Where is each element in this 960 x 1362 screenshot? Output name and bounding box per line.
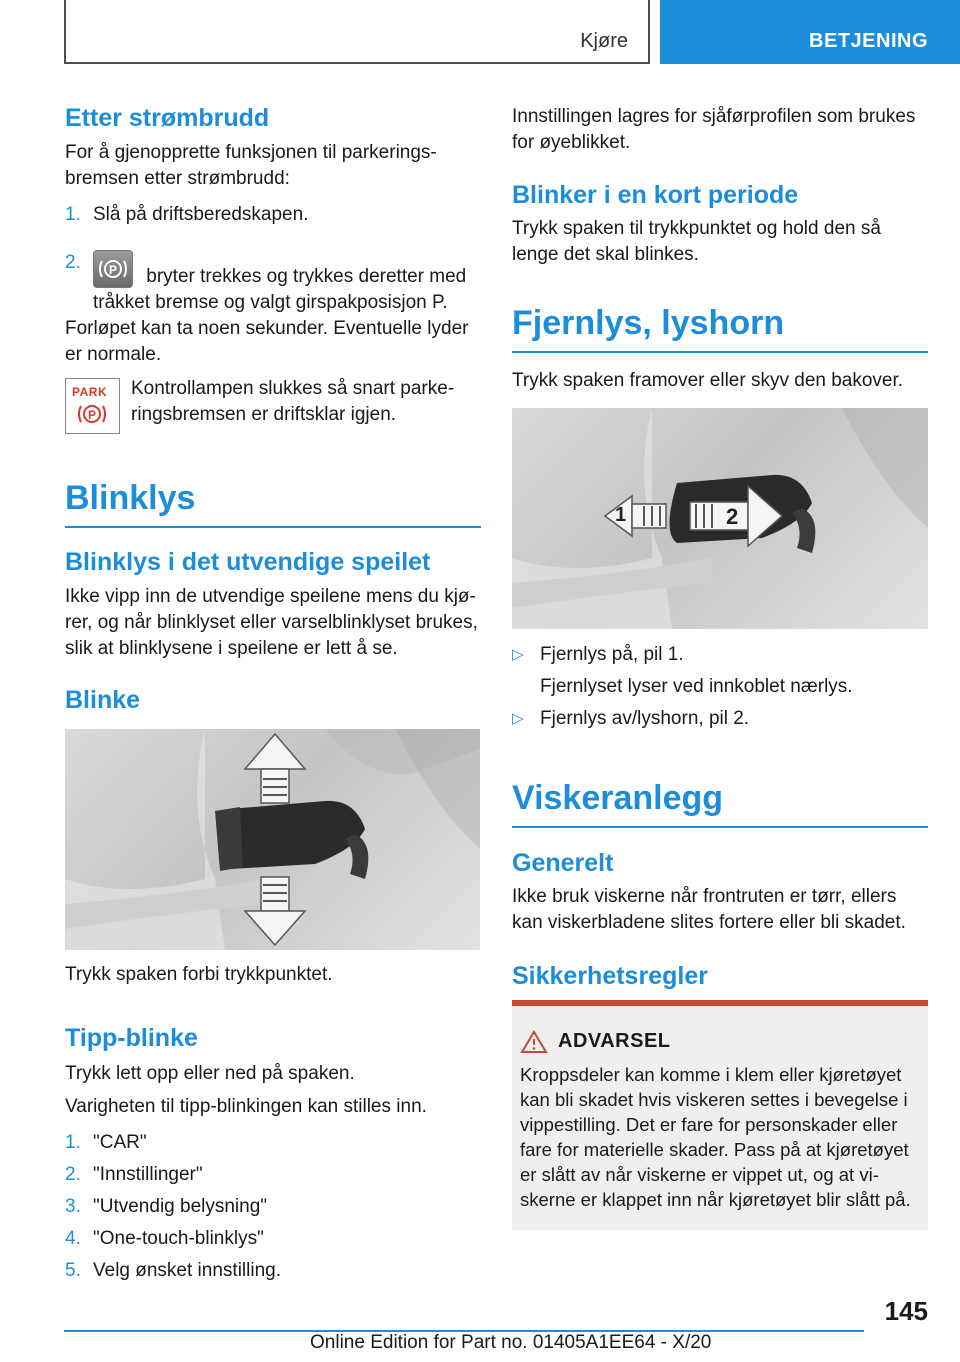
paragraph-after-power-failure: For å gjenopprette funksjonen til parkerings-bremsen etter strømbrudd: [65, 142, 437, 189]
svg-text:P: P [87, 408, 97, 422]
warning-box [512, 1000, 928, 1230]
list-item: 3. "Utvendig belysning" [65, 1196, 268, 1217]
paragraph-tipp-1: Trykk lett opp eller ned på spaken. [65, 1063, 355, 1084]
parking-brake-switch-icon [93, 250, 133, 288]
tipp-steps-list [65, 1130, 481, 1284]
heading-after-power-failure: Etter strømbrudd [65, 104, 270, 132]
heading-wiper: Viskeranlegg [512, 778, 928, 828]
list-item: 5. Velg ønsket innstilling. [65, 1260, 281, 1281]
park-indicator-icon: PARK P [65, 378, 120, 434]
power-steps-list [65, 202, 481, 316]
paragraph-setting-saved: Innstillingen lagres for sjåførprofilen som brukes for øyeblikket. [512, 106, 916, 153]
heading-general: Generelt [512, 849, 614, 877]
paragraph-high-beam: Trykk spaken framover eller skyv den bakover. [512, 370, 904, 391]
high-beam-bullets [512, 642, 928, 732]
list-item: 2. "Innstillinger" [65, 1164, 203, 1185]
header-frame [64, 0, 650, 64]
paragraph-general: Ikke bruk viskerne når frontruten er tørr, ellers kan viskerbladene slites fortere eller bli skadet. [512, 886, 906, 933]
heading-mirror-blinkers: Blinklys i det utvendige speilet [65, 548, 431, 576]
list-item: 2. P bryter trekkes og trykkes deretter med tråkket bremse og valgt girspakposisjon P. [65, 252, 467, 313]
heading-blinklys: Blinklys [65, 478, 481, 528]
heading-blinke: Blinke [65, 686, 141, 714]
header-section-title: Kjøre [580, 30, 628, 52]
warning-title: ADVARSEL [558, 1030, 671, 1052]
arrow-label-2: 2 [726, 504, 739, 529]
header-chapter-tab[interactable]: BETJENING [660, 0, 960, 64]
paragraph-blinke: Trykk spaken forbi trykkpunktet. [65, 964, 333, 985]
turn-signal-lever-illustration [65, 729, 480, 950]
footer-edition: Online Edition for Part no. 01405A1EE64 - X/20 [310, 1332, 712, 1353]
list-item: 1. "CAR" [65, 1132, 147, 1153]
warning-text: Kroppsdeler kan komme i klem eller kjøretøyet kan bli skadet hvis viskeren settes i bevegelse i vippestilling. Det er fare for personskader eller fare for materielle skader. Pass på at kjøretøyet er slått av når viskerne er vippet ut, og at vi-skerne er klappet inn når kjøretøyet blir slått på. [520, 1064, 911, 1210]
high-beam-lever-illustration [512, 408, 928, 629]
paragraph-mirror-blinkers: Ikke vipp inn de utvendige speilene mens du kjø-rer, og når blinklyset eller varselblinklyset brukes, slik at blinklysene i speilene er lett å se. [65, 586, 478, 659]
list-item: 4. "One-touch-blinklys" [65, 1228, 264, 1249]
heading-short-blink: Blinker i en kort periode [512, 181, 799, 209]
list-item: ▷ Fjernlys av/lyshorn, pil 2. [512, 708, 750, 729]
heading-high-beam: Fjernlys, lyshorn [512, 303, 928, 353]
paragraph-process: Forløpet kan ta noen sekunder. Eventuelle lyder er normale. [65, 318, 469, 365]
arrow-label-1: 1 [615, 504, 627, 526]
heading-safety: Sikkerhetsregler [512, 962, 708, 990]
list-item: Fjernlyset lyser ved innkoblet nærlys. [540, 676, 853, 697]
warning-triangle-icon [520, 1030, 548, 1059]
list-item: 1. Slå på driftsberedskapen. [65, 204, 309, 225]
paragraph-control-lamp: Kontrollampen slukkes så snart parke-ringsbremsen er driftsklar igjen. [131, 378, 455, 425]
paragraph-short-blink: Trykk spaken til trykkpunktet og hold den så lenge det skal blinkes. [512, 218, 881, 265]
page-number: 145 [884, 1296, 928, 1326]
heading-tipp-blinke: Tipp-blinke [65, 1024, 198, 1052]
list-item: ▷ Fjernlys på, pil 1. [512, 644, 684, 665]
svg-text:P: P [108, 263, 118, 277]
paragraph-tipp-2: Varigheten til tipp-blinkingen kan stilles inn. [65, 1096, 427, 1117]
